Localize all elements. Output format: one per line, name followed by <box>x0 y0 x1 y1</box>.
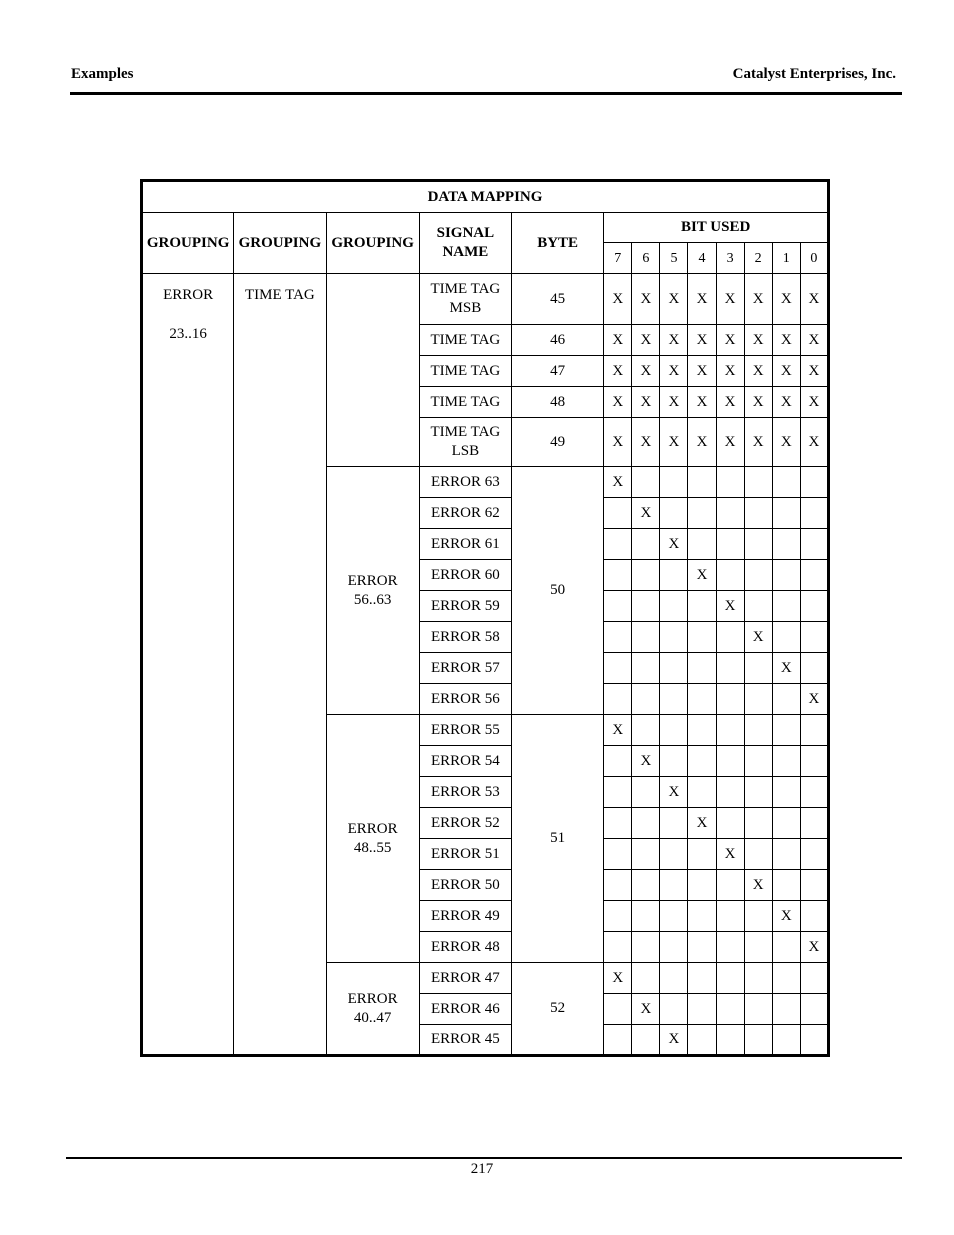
group-error-23-16: ERROR 23..16 <box>142 274 234 1056</box>
bit-cell <box>632 1025 660 1056</box>
bit-cell <box>744 684 772 715</box>
bit-cell <box>660 963 688 994</box>
bit-cell <box>688 498 716 529</box>
bit-cell: X <box>744 325 772 356</box>
bit-cell: X <box>744 387 772 418</box>
byte-value: 51 <box>512 715 604 963</box>
signal-name: ERROR 56 <box>419 684 511 715</box>
signal-name: ERROR 53 <box>419 777 511 808</box>
bit-cell <box>604 622 632 653</box>
bit-cell <box>632 901 660 932</box>
bit-cell <box>800 1025 828 1056</box>
bit-cell <box>604 932 632 963</box>
bit-number: 3 <box>716 243 744 274</box>
bit-cell: X <box>660 325 688 356</box>
bit-cell <box>744 560 772 591</box>
bit-cell: X <box>772 325 800 356</box>
bit-cell <box>660 622 688 653</box>
bit-cell <box>800 994 828 1025</box>
bit-cell: X <box>800 387 828 418</box>
bit-cell <box>772 777 800 808</box>
bit-cell <box>632 560 660 591</box>
group-time-tag: TIME TAG <box>234 274 326 1056</box>
bit-cell: X <box>660 356 688 387</box>
bit-cell <box>632 808 660 839</box>
bit-cell <box>800 467 828 498</box>
bit-cell <box>716 994 744 1025</box>
bit-cell <box>604 870 632 901</box>
bit-cell: X <box>772 901 800 932</box>
subgroup-error-48-55: ERROR 48..55 <box>326 715 419 963</box>
bit-cell: X <box>800 418 828 467</box>
bit-cell <box>604 994 632 1025</box>
bit-cell <box>772 932 800 963</box>
bit-cell <box>632 963 660 994</box>
bit-cell <box>772 870 800 901</box>
bit-cell <box>716 622 744 653</box>
bit-cell <box>744 901 772 932</box>
bit-cell: X <box>632 418 660 467</box>
bit-cell <box>744 994 772 1025</box>
bit-cell: X <box>772 274 800 325</box>
bit-cell <box>744 498 772 529</box>
table-title: DATA MAPPING <box>142 181 829 213</box>
bit-cell <box>660 870 688 901</box>
bit-cell <box>744 591 772 622</box>
bit-cell <box>688 994 716 1025</box>
bit-cell <box>660 715 688 746</box>
bit-cell: X <box>604 387 632 418</box>
bit-cell <box>716 715 744 746</box>
bit-cell <box>772 839 800 870</box>
bit-cell <box>772 963 800 994</box>
bit-cell: X <box>632 325 660 356</box>
bit-cell: X <box>744 870 772 901</box>
bit-cell: X <box>800 684 828 715</box>
signal-name: ERROR 47 <box>419 963 511 994</box>
bit-cell <box>716 808 744 839</box>
bit-cell <box>800 777 828 808</box>
bit-cell: X <box>716 839 744 870</box>
bit-cell: X <box>632 387 660 418</box>
bit-cell: X <box>660 777 688 808</box>
bit-cell <box>632 870 660 901</box>
bit-cell <box>744 746 772 777</box>
bit-cell: X <box>604 418 632 467</box>
byte-header: BYTE <box>512 213 604 274</box>
bit-cell <box>688 839 716 870</box>
bit-cell: X <box>772 418 800 467</box>
bit-cell: X <box>688 356 716 387</box>
bit-cell: X <box>688 560 716 591</box>
bit-cell <box>800 591 828 622</box>
bit-cell: X <box>744 356 772 387</box>
bit-cell <box>716 498 744 529</box>
bit-cell <box>744 963 772 994</box>
bit-cell <box>660 684 688 715</box>
table-row <box>142 274 829 325</box>
bit-cell <box>604 746 632 777</box>
bit-cell <box>716 684 744 715</box>
bit-cell: X <box>772 387 800 418</box>
bit-cell <box>800 746 828 777</box>
bit-cell <box>744 839 772 870</box>
bit-cell <box>744 808 772 839</box>
bit-cell <box>688 622 716 653</box>
header-company-name: Catalyst Enterprises, Inc. <box>732 66 896 82</box>
bit-cell <box>744 715 772 746</box>
bit-cell <box>800 901 828 932</box>
bit-cell: X <box>800 274 828 325</box>
bit-cell <box>688 901 716 932</box>
bit-cell: X <box>604 325 632 356</box>
bit-number: 5 <box>660 243 688 274</box>
bit-cell <box>660 467 688 498</box>
signal-name: ERROR 45 <box>419 1025 511 1056</box>
bit-cell <box>660 591 688 622</box>
bit-cell <box>800 870 828 901</box>
bit-cell: X <box>632 746 660 777</box>
bit-cell <box>800 653 828 684</box>
bit-number: 6 <box>632 243 660 274</box>
bit-cell <box>688 870 716 901</box>
bit-number: 0 <box>800 243 828 274</box>
bit-cell <box>688 653 716 684</box>
bit-cell <box>632 622 660 653</box>
grouping-header-3: GROUPING <box>326 213 419 274</box>
signal-name: ERROR 58 <box>419 622 511 653</box>
bit-cell <box>716 932 744 963</box>
signal-name: TIME TAG <box>419 325 511 356</box>
bit-cell <box>772 808 800 839</box>
bit-cell <box>772 560 800 591</box>
grouping-header-2: GROUPING <box>234 213 326 274</box>
signal-name-header: SIGNAL NAME <box>419 213 511 274</box>
bit-cell <box>800 498 828 529</box>
bit-cell <box>604 1025 632 1056</box>
bit-number: 2 <box>744 243 772 274</box>
bit-cell <box>660 653 688 684</box>
bit-cell <box>800 839 828 870</box>
bit-cell <box>604 839 632 870</box>
bit-cell <box>688 777 716 808</box>
bit-cell <box>660 839 688 870</box>
byte-value: 48 <box>512 387 604 418</box>
bit-cell <box>604 560 632 591</box>
signal-name: ERROR 50 <box>419 870 511 901</box>
bit-cell <box>716 653 744 684</box>
bit-cell: X <box>772 356 800 387</box>
bit-cell <box>772 684 800 715</box>
bit-cell <box>744 653 772 684</box>
bit-cell: X <box>716 356 744 387</box>
bit-cell <box>688 1025 716 1056</box>
bit-cell: X <box>632 498 660 529</box>
bit-cell <box>604 653 632 684</box>
bit-cell <box>744 467 772 498</box>
bit-cell <box>744 777 772 808</box>
bit-cell: X <box>604 274 632 325</box>
bit-cell: X <box>772 653 800 684</box>
bit-cell <box>632 839 660 870</box>
bit-number: 1 <box>772 243 800 274</box>
bit-cell <box>632 777 660 808</box>
bit-cell <box>604 529 632 560</box>
subgroup-error-56-63: ERROR 56..63 <box>326 467 419 715</box>
signal-name: ERROR 54 <box>419 746 511 777</box>
bit-cell: X <box>800 325 828 356</box>
bit-cell <box>772 467 800 498</box>
bit-cell: X <box>744 418 772 467</box>
signal-name: ERROR 49 <box>419 901 511 932</box>
bit-cell: X <box>660 418 688 467</box>
bit-cell <box>604 591 632 622</box>
signal-name: ERROR 61 <box>419 529 511 560</box>
bit-cell <box>660 994 688 1025</box>
bit-cell <box>604 777 632 808</box>
bit-cell <box>688 684 716 715</box>
bit-cell: X <box>632 274 660 325</box>
bit-cell <box>800 963 828 994</box>
footer-divider <box>66 1157 902 1159</box>
bit-cell: X <box>716 591 744 622</box>
bit-cell <box>632 529 660 560</box>
bit-cell <box>716 746 744 777</box>
bit-cell <box>772 746 800 777</box>
bit-cell: X <box>604 356 632 387</box>
bit-cell <box>660 498 688 529</box>
byte-value: 46 <box>512 325 604 356</box>
bit-cell <box>716 777 744 808</box>
byte-value: 52 <box>512 963 604 1056</box>
bit-cell: X <box>660 529 688 560</box>
bit-cell <box>772 622 800 653</box>
bit-used-header: BIT USED <box>604 213 829 243</box>
header-divider <box>70 92 902 95</box>
bit-cell: X <box>716 418 744 467</box>
bit-cell <box>772 994 800 1025</box>
bit-cell <box>800 529 828 560</box>
bit-cell: X <box>688 387 716 418</box>
bit-cell <box>716 467 744 498</box>
bit-cell <box>632 653 660 684</box>
bit-cell <box>772 715 800 746</box>
bit-cell <box>744 529 772 560</box>
bit-cell: X <box>660 1025 688 1056</box>
bit-cell <box>716 901 744 932</box>
bit-cell <box>604 808 632 839</box>
bit-cell <box>632 932 660 963</box>
bit-cell: X <box>688 274 716 325</box>
bit-cell <box>688 591 716 622</box>
bit-cell: X <box>688 418 716 467</box>
bit-cell <box>660 932 688 963</box>
bit-cell <box>744 1025 772 1056</box>
bit-cell <box>688 529 716 560</box>
bit-cell <box>772 1025 800 1056</box>
signal-name: ERROR 59 <box>419 591 511 622</box>
signal-name: TIME TAG <box>419 387 511 418</box>
signal-name: ERROR 63 <box>419 467 511 498</box>
bit-number: 4 <box>688 243 716 274</box>
signal-name: ERROR 46 <box>419 994 511 1025</box>
bit-cell: X <box>716 274 744 325</box>
bit-cell <box>772 529 800 560</box>
bit-cell <box>688 963 716 994</box>
signal-name: ERROR 51 <box>419 839 511 870</box>
bit-cell <box>716 529 744 560</box>
bit-cell: X <box>716 325 744 356</box>
group-empty <box>326 274 419 467</box>
bit-cell <box>800 715 828 746</box>
subgroup-error-40-47: ERROR 40..47 <box>326 963 419 1056</box>
bit-cell <box>772 498 800 529</box>
bit-cell <box>660 808 688 839</box>
bit-cell <box>772 591 800 622</box>
bit-cell <box>632 684 660 715</box>
bit-cell: X <box>604 963 632 994</box>
bit-cell: X <box>660 274 688 325</box>
bit-cell <box>688 715 716 746</box>
byte-value: 50 <box>512 467 604 715</box>
bit-cell <box>604 498 632 529</box>
bit-cell <box>800 622 828 653</box>
bit-cell <box>660 901 688 932</box>
data-mapping-table <box>140 179 830 1057</box>
signal-name: ERROR 55 <box>419 715 511 746</box>
header-section-title: Examples <box>71 66 134 82</box>
bit-cell <box>688 932 716 963</box>
signal-name: ERROR 52 <box>419 808 511 839</box>
bit-cell <box>800 560 828 591</box>
signal-name: TIME TAG MSB <box>419 274 511 325</box>
page-number: 217 <box>470 1161 494 1177</box>
bit-cell <box>716 560 744 591</box>
signal-name: ERROR 60 <box>419 560 511 591</box>
bit-cell <box>604 684 632 715</box>
bit-cell <box>688 746 716 777</box>
signal-name: ERROR 57 <box>419 653 511 684</box>
bit-cell: X <box>604 467 632 498</box>
bit-cell <box>632 715 660 746</box>
bit-cell <box>632 591 660 622</box>
bit-cell <box>716 1025 744 1056</box>
bit-cell: X <box>660 387 688 418</box>
bit-cell <box>660 746 688 777</box>
bit-cell: X <box>632 994 660 1025</box>
bit-cell: X <box>688 808 716 839</box>
byte-value: 47 <box>512 356 604 387</box>
bit-cell: X <box>800 356 828 387</box>
byte-value: 45 <box>512 274 604 325</box>
bit-cell <box>744 932 772 963</box>
grouping-header-1: GROUPING <box>142 213 234 274</box>
bit-cell: X <box>716 387 744 418</box>
bit-cell: X <box>744 274 772 325</box>
bit-cell: X <box>632 356 660 387</box>
bit-cell: X <box>604 715 632 746</box>
bit-cell: X <box>688 325 716 356</box>
signal-name: ERROR 62 <box>419 498 511 529</box>
signal-name: TIME TAG LSB <box>419 418 511 467</box>
bit-cell <box>716 963 744 994</box>
bit-cell: X <box>800 932 828 963</box>
bit-cell: X <box>744 622 772 653</box>
bit-number: 7 <box>604 243 632 274</box>
byte-value: 49 <box>512 418 604 467</box>
bit-cell <box>800 808 828 839</box>
signal-name: ERROR 48 <box>419 932 511 963</box>
bit-cell <box>688 467 716 498</box>
bit-cell <box>632 467 660 498</box>
bit-cell <box>604 901 632 932</box>
bit-cell <box>660 560 688 591</box>
signal-name: TIME TAG <box>419 356 511 387</box>
bit-cell <box>716 870 744 901</box>
